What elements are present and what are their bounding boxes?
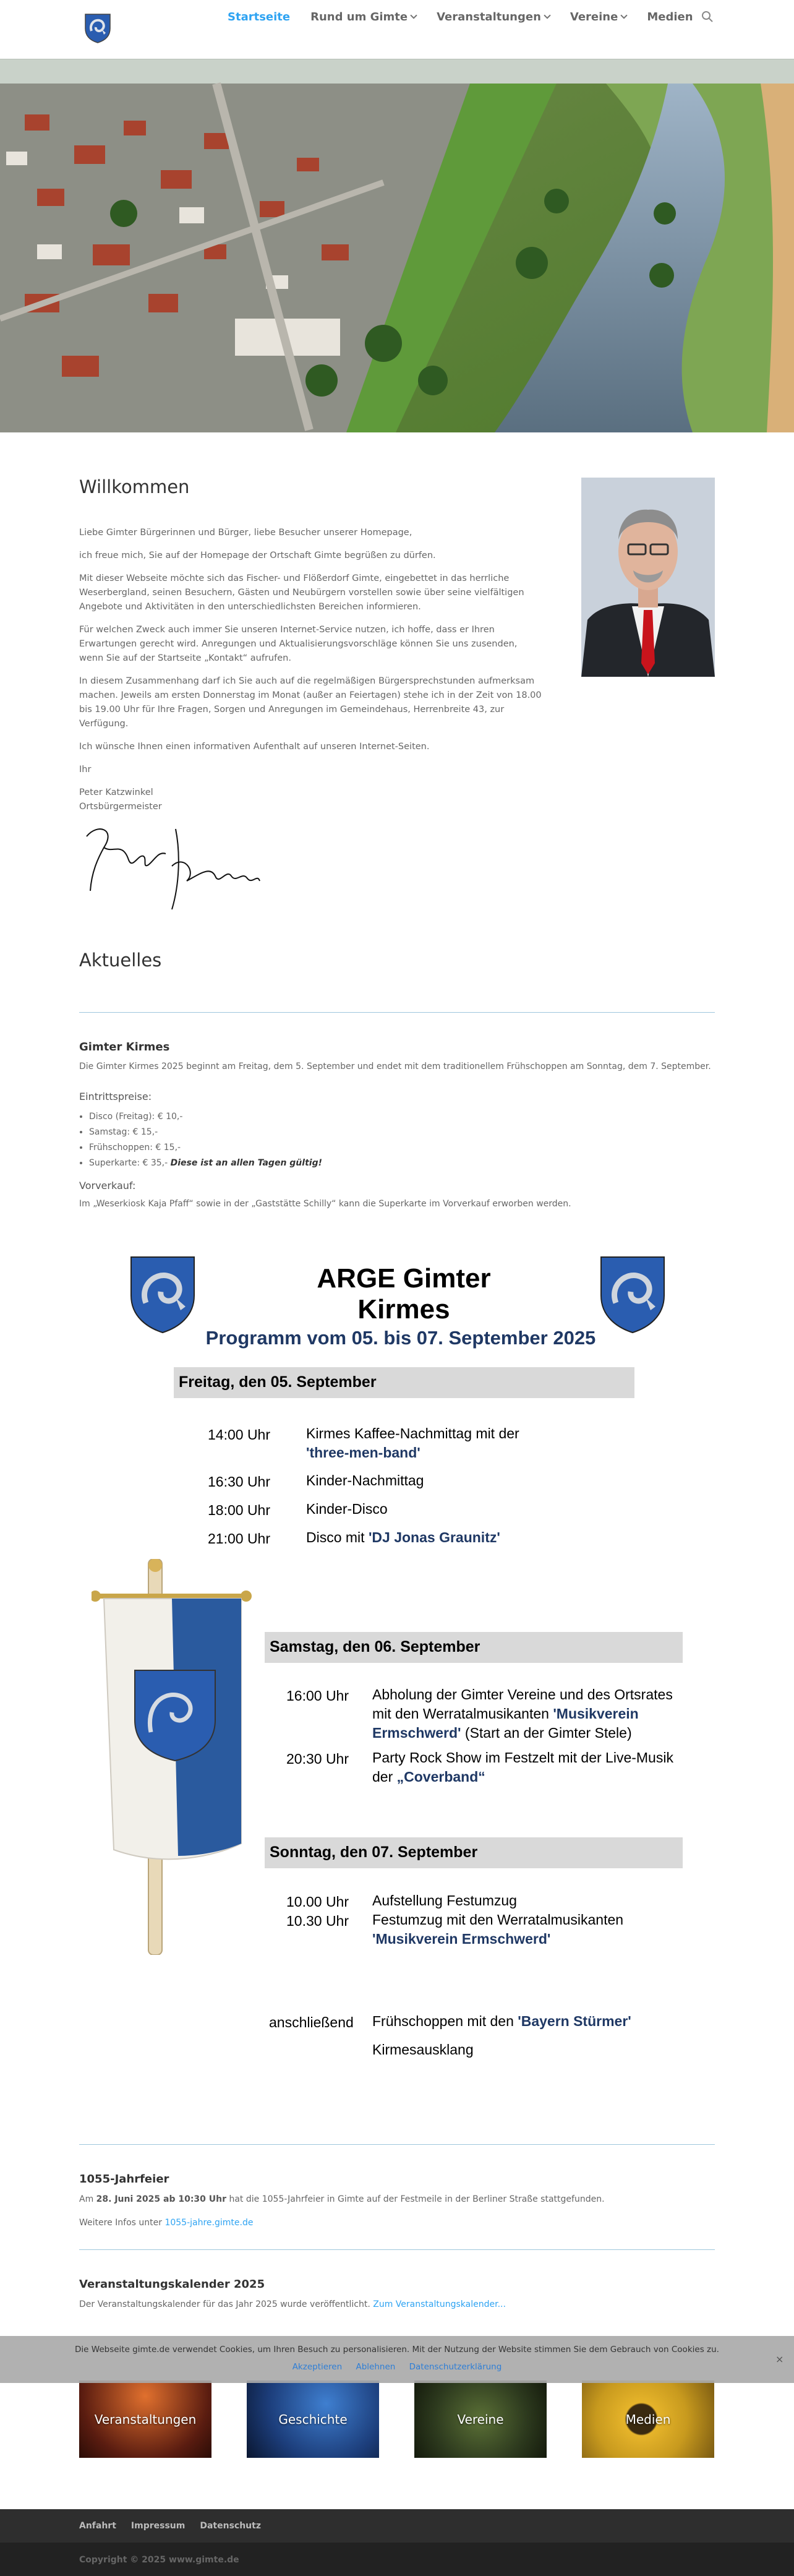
copyright-text: Copyright © 2025 www.gimte.de [79,2555,239,2565]
event-description [372,2012,694,2031]
aktuelles-title: Aktuelles [79,950,162,971]
footer-link-datenschutz[interactable]: Datenschutz [200,2521,261,2531]
post-title-jahrfeier[interactable]: 1055-Jahrfeier [79,2173,169,2186]
welcome-paragraph: Ihr [79,765,92,775]
event-highlight: 'three-men-band' [306,1445,420,1461]
day-header-friday: Freitag, den 05. September [174,1367,634,1398]
welcome-paragraph: Mit dieser Webseite möchte sich das Fischer- und Flößerdorf Gimte, eingebettet in das herrliche Weserbergland, seinen Besuchern, Gästen und Neubürgern vorstellen sowie über seine vielfältigen Angebote und Aktivitäten in den unterschiedlichsten Bereichen informieren. [79,573,524,612]
kirmes-intro: Die Gimter Kirmes 2025 beginnt am Freitag, dem 5. September und endet mit dem traditionellem Frühschoppen am Sonntag, dem 7. September. [79,1062,711,1071]
footer-bottom [0,2543,794,2576]
nav-rund-um-gimte[interactable] [310,11,416,24]
kirmes-program-poster [79,1243,715,2097]
search-icon[interactable] [701,11,714,23]
event-highlight: „Coverband“ [396,1769,485,1785]
welcome-text [79,526,543,823]
tile-geschichte[interactable] [247,2381,379,2458]
event-text: Festumzug mit den Werratalmusikanten [372,1912,624,1928]
superkarte-note: Diese ist an allen Tagen gültig! [170,1158,322,1168]
event-time: anschließend [269,2014,354,2030]
event-text: Party Rock Show im Festzelt mit der Live-Musik der [372,1750,673,1785]
nav-veranstaltungen[interactable] [437,11,550,24]
price-item: • Frühschoppen: € 15,- [89,1140,322,1156]
prices-label: Eintrittspreise: [79,1091,152,1102]
site-header [0,0,794,59]
event-description: Kinder-Disco [306,1501,388,1517]
poster-title: ARGE Gimter Kirmes [317,1263,491,1324]
event-time: 16:30 Uhr [208,1474,271,1490]
chevron-down-icon [410,12,417,19]
tile-medien[interactable] [582,2381,714,2458]
welcome-signoff [79,786,543,800]
welcome-paragraph: In diesem Zusammenhang darf ich Sie auch auf die regelmäßigen Bürgersprechstunden aufmerksam machen. Jeweils am ersten Donnerstag im Monat (außer an Feiertagen) stehe ich in der Zeit von 18.00 bis 19.00 Uhr für Ihre Fragen, Sorgen und Anregungen im Gemeindehaus, Herrenbreite 43, zur Verfügung. [79,676,542,729]
event-highlight: 'Musikverein Ermschwerd' [372,1706,639,1741]
close-icon[interactable]: × [775,2353,784,2365]
price-item-superkarte [89,1156,322,1171]
event-description [372,1685,681,1743]
tile-label: Geschichte [278,2411,348,2427]
welcome-paragraph: Ich wünsche Ihnen einen informativen Aufenthalt auf unseren Internet-Seiten. [79,742,430,752]
event-time: 21:00 Uhr [208,1531,271,1547]
nav-label: Startseite [228,10,291,24]
cookie-text: Die Webseite gimte.de verwendet Cookies, um Ihren Besuch zu personalisieren. Mit der Nutzung der Website stimmen Sie dem Gebrauch von Cookies zu. [75,2345,719,2355]
nav-vereine[interactable] [570,11,626,24]
kalender-link[interactable]: Zum Veranstaltungskalender... [373,2299,506,2309]
nav-label: Vereine [570,10,618,24]
welcome-paragraph: Liebe Gimter Bürgerinnen und Bürger, liebe Besucher unserer Homepage, [79,528,412,538]
cookie-privacy-link[interactable]: Datenschutzerklärung [409,2362,502,2372]
event-time: 10.00 Uhr [286,1894,349,1910]
event-text: Disco mit [306,1529,365,1545]
gimte-crest-logo[interactable] [83,12,113,43]
price-item: • Disco (Freitag): € 10,- [89,1109,322,1125]
event-description [306,1424,553,1462]
jahrfeier-more-label: Weitere Infos unter [79,2218,162,2228]
event-description: Kinder-Nachmittag [306,1472,424,1488]
tile-label: Veranstaltungen [94,2411,197,2427]
tile-vereine[interactable] [414,2381,547,2458]
kalender-description: Der Veranstaltungskalender für das Jahr 2025 wurde veröffentlicht. [79,2299,370,2309]
chevron-down-icon [544,12,550,19]
event-after: (Start an der Gimter Stele) [464,1725,632,1741]
event-text: Kirmes Kaffee-Nachmittag mit der [306,1425,519,1441]
event-text: Abholung der Gimter Vereine und des Ortsrates mit den Werratalmusikanten [372,1686,673,1722]
cookie-accept-button[interactable]: Akzeptieren [292,2362,343,2372]
nav-medien[interactable] [647,11,693,24]
post-title-kirmes[interactable]: Gimter Kirmes [79,1041,170,1054]
footer-navigation [0,2509,794,2543]
event-time: 10.30 Uhr [286,1913,349,1929]
cookie-decline-button[interactable]: Ablehnen [356,2362,396,2372]
event-text: Frühschoppen mit den [372,2013,514,2029]
welcome-title: Willkommen [79,476,190,497]
nav-label: Medien [647,10,693,24]
nav-label: Rund um Gimte [310,10,408,24]
footer-links [79,2521,261,2531]
day-header-sunday: Sonntag, den 07. September [265,1837,683,1868]
day-header-saturday: Samstag, den 06. September [265,1632,683,1663]
event-highlight: 'Musikverein Ermschwerd' [372,1931,551,1947]
welcome-paragraph: ich freue mich, Sie auf der Homepage der Ortschaft Gimte begrüßen zu dürfen. [79,551,436,560]
hero-aerial-image [0,59,794,432]
crest-icon [599,1255,667,1334]
welcome-paragraph: Für welchen Zweck auch immer Sie unseren Internet-Service nutzen, ich hoffe, dass er Ihren Erwartungen gerecht wird. Anregungen und Aktualisierungsvorschläge können Sie uns zusenden, wenn Sie auf der Startseite „Kontakt“ aufrufen. [79,625,518,663]
signature-image [79,817,265,916]
cookie-actions [0,2362,794,2372]
jahrfeier-text [79,2192,715,2206]
event-highlight: 'DJ Jonas Graunitz' [368,1529,500,1545]
jahrfeier-link[interactable]: 1055-jahre.gimte.de [164,2218,254,2228]
nav-startseite[interactable] [228,11,290,24]
event-description: Aufstellung Festumzug [372,1892,517,1908]
mayor-portrait [581,478,715,677]
jahrfeier-more [79,2216,715,2230]
chevron-down-icon [621,12,628,19]
gimte-flag-illustration [92,1559,289,1955]
kalender-text [79,2298,715,2311]
welcome-signoff-role: Ortsbürgermeister [79,802,162,812]
event-description [306,1528,566,1547]
event-time: 20:30 Uhr [286,1751,349,1767]
section-divider [79,1012,715,1013]
main-navigation [228,9,693,25]
section-divider [79,2144,715,2145]
event-description: Kirmesausklang [372,2041,474,2058]
superkarte-price: Superkarte: € 35,- [89,1158,168,1168]
jahrfeier-text-after: hat die 1055-Jahrfeier in Gimte auf der Festmeile in der Berliner Straße stattgefunden. [229,2194,605,2204]
event-time: 14:00 Uhr [208,1427,271,1443]
price-item: • Samstag: € 15,- [89,1125,322,1140]
event-description [372,1748,681,1787]
event-time: 16:00 Uhr [286,1688,349,1704]
jahrfeier-date: 28. Juni 2025 ab 10:30 Uhr [96,2194,227,2204]
crest-icon [129,1255,197,1334]
event-time: 18:00 Uhr [208,1502,271,1518]
vorverkauf-label: Vorverkauf: [79,1180,136,1191]
event-highlight: 'Bayern Stürmer' [518,2013,631,2029]
tile-label: Vereine [457,2411,504,2427]
footer-link-anfahrt[interactable]: Anfahrt [79,2521,116,2531]
cookie-banner [0,2336,794,2383]
vorverkauf-text: Im „Weserkiosk Kaja Pfaff“ sowie in der „Gaststätte Schilly“ kann die Superkarte im Vorverkauf erworben werden. [79,1199,571,1209]
tile-veranstaltungen[interactable] [79,2381,211,2458]
footer-link-impressum[interactable]: Impressum [130,2521,186,2531]
post-title-kalender[interactable]: Veranstaltungskalender 2025 [79,2278,265,2291]
nav-label: Veranstaltungen [437,10,541,24]
poster-subtitle: Programm vom 05. bis 07. September 2025 [205,1327,596,1349]
tile-label: Medien [625,2411,671,2427]
event-description [372,1910,681,1949]
price-list [89,1109,322,1171]
section-divider [79,2249,715,2250]
jahrfeier-text-before: Am [79,2194,94,2204]
signoff-name: Peter Katzwinkel [79,788,153,797]
